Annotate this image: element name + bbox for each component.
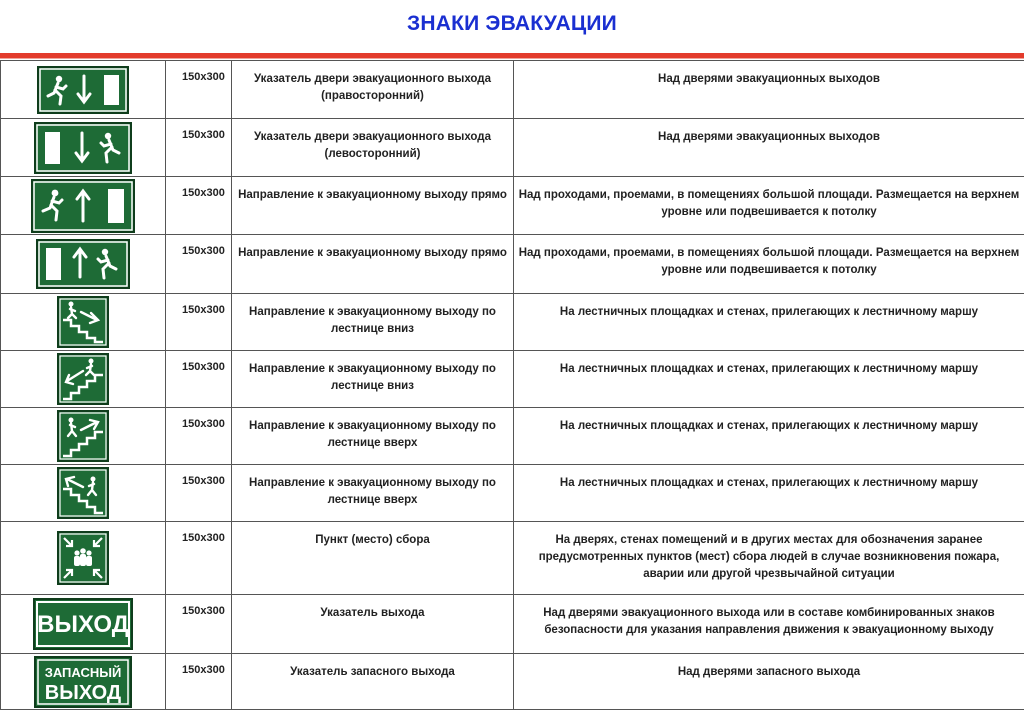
sign-cell [1, 235, 166, 294]
assembly-point-sign-icon [57, 531, 109, 585]
sign-cell [1, 654, 166, 710]
sign-name-cell: Указатель двери эвакуационного выхода (левосторонний) [232, 119, 514, 177]
sign-cell [1, 522, 166, 595]
exit-straight-left-sign-icon [36, 239, 130, 289]
table-row [1, 465, 1024, 522]
placement-cell: На дверях, стенах помещений и в других местах для обозначения заранее предусмотренных пунктов (мест) сбора людей в случае возникновения пожара, аварии или другой чрезвычайной ситуации [514, 522, 1024, 595]
emergency-sign-text-bottom: ВЫХОД [45, 682, 121, 704]
page-title: ЗНАКИ ЭВАКУАЦИИ [407, 12, 617, 36]
placement-cell: Над дверями эвакуационного выхода или в составе комбинированных знаков безопасности для указания направления движения к эвакуационному выходу [514, 595, 1024, 654]
stairs-down-left-sign-icon [57, 353, 109, 405]
size-cell: 150x300 [166, 119, 232, 177]
placement-cell: На лестничных площадках и стенах, прилегающих к лестничному маршу [514, 294, 1024, 351]
size-cell: 150x300 [166, 465, 232, 522]
sign-name-cell: Указатель выхода [232, 595, 514, 654]
sign-cell [1, 119, 166, 177]
sign-cell [1, 408, 166, 465]
sign-name-cell: Направление к эвакуационному выходу прямо [232, 177, 514, 235]
size-cell: 150x300 [166, 408, 232, 465]
placement-cell: Над дверями эвакуационных выходов [514, 119, 1024, 177]
sign-name-cell: Пункт (место) сбора [232, 522, 514, 595]
table-row [1, 119, 1024, 177]
exit-text-sign-icon [33, 598, 133, 650]
exit-straight-sign-icon [31, 179, 135, 233]
placement-cell: На лестничных площадках и стенах, прилегающих к лестничному маршу [514, 465, 1024, 522]
placement-cell: На лестничных площадках и стенах, прилегающих к лестничному маршу [514, 351, 1024, 408]
table-row [1, 408, 1024, 465]
emergency-exit-text-sign-icon [34, 656, 132, 708]
sign-cell [1, 177, 166, 235]
stairs-up-right-sign-icon [57, 410, 109, 462]
sign-name-cell: Направление к эвакуационному выходу по лестнице вниз [232, 294, 514, 351]
stairs-down-right-sign-icon [57, 296, 109, 348]
evacuation-signs-table [0, 60, 1024, 710]
placement-cell: Над дверями эвакуационных выходов [514, 61, 1024, 119]
exit-sign-text: ВЫХОД [37, 611, 129, 638]
size-cell: 150x300 [166, 61, 232, 119]
placement-cell: Над дверями запасного выхода [514, 654, 1024, 710]
sign-name-cell: Указатель запасного выхода [232, 654, 514, 710]
sign-cell [1, 595, 166, 654]
size-cell: 150x300 [166, 654, 232, 710]
table-row [1, 595, 1024, 654]
table-row [1, 351, 1024, 408]
table-row [1, 177, 1024, 235]
placement-cell: Над проходами, проемами, в помещениях большой площади. Размещается на верхнем уровне или подвешивается к потолку [514, 177, 1024, 235]
sign-name-cell: Указатель двери эвакуационного выхода (правосторонний) [232, 61, 514, 119]
placement-cell: Над проходами, проемами, в помещениях большой площади. Размещается на верхнем уровне или подвешивается к потолку [514, 235, 1024, 294]
emergency-sign-text-top: ЗАПАСНЫЙ [45, 665, 122, 680]
sign-name-cell: Направление к эвакуационному выходу по лестнице вниз [232, 351, 514, 408]
sign-name-cell: Направление к эвакуационному выходу по лестнице вверх [232, 465, 514, 522]
sign-cell [1, 61, 166, 119]
size-cell: 150x300 [166, 177, 232, 235]
sign-name-cell: Направление к эвакуационному выходу прямо [232, 235, 514, 294]
table-row [1, 61, 1024, 119]
sign-cell [1, 351, 166, 408]
size-cell: 150x300 [166, 522, 232, 595]
exit-door-right-sign-icon [37, 66, 129, 114]
exit-door-left-sign-icon [34, 122, 132, 174]
size-cell: 150x300 [166, 595, 232, 654]
placement-cell: На лестничных площадках и стенах, прилегающих к лестничному маршу [514, 408, 1024, 465]
page-header [0, 0, 1024, 50]
table-row [1, 654, 1024, 710]
table-row [1, 235, 1024, 294]
size-cell: 150x300 [166, 294, 232, 351]
stairs-up-left-sign-icon [57, 467, 109, 519]
size-cell: 150x300 [166, 351, 232, 408]
sign-cell [1, 294, 166, 351]
table-row [1, 294, 1024, 351]
table-row [1, 522, 1024, 595]
sign-cell [1, 465, 166, 522]
size-cell: 150x300 [166, 235, 232, 294]
accent-divider-light [0, 58, 1024, 59]
sign-name-cell: Направление к эвакуационному выходу по лестнице вверх [232, 408, 514, 465]
